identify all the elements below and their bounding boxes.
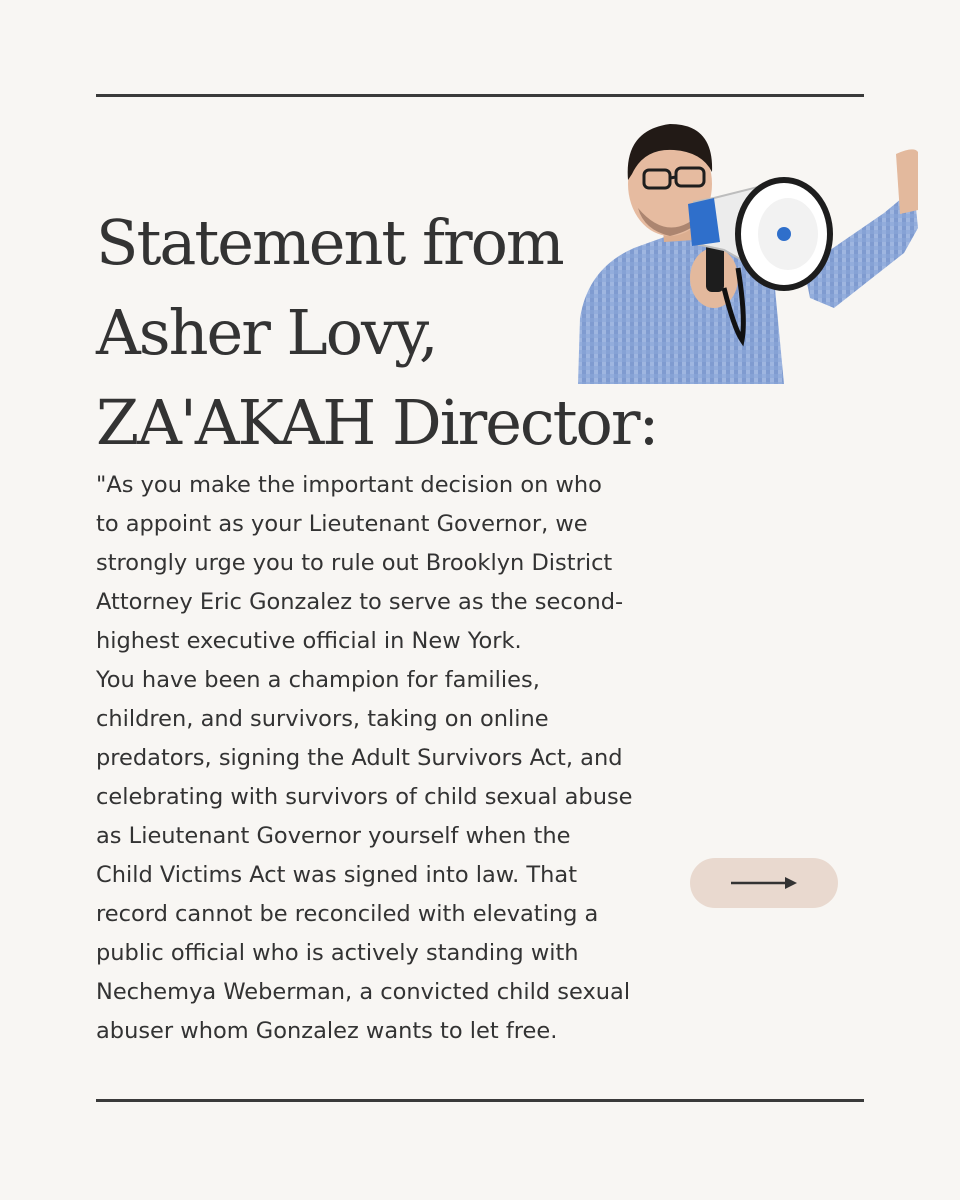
statement-text	[96, 466, 756, 1051]
statement-line: to appoint as your Lieutenant Governor, we	[96, 511, 588, 537]
statement-line: celebrating with survivors of child sexual abuse	[96, 784, 633, 810]
bottom-divider	[96, 1099, 864, 1102]
title-line-3: ZA'AKAH Director:	[96, 386, 658, 459]
statement-line: You have been a champion for families,	[96, 667, 540, 693]
statement-line: children, and survivors, taking on online	[96, 706, 549, 732]
arrow-right-icon	[729, 875, 799, 891]
statement-line: "As you make the important decision on who	[96, 472, 602, 498]
statement-line: highest executive official in New York.	[96, 628, 522, 654]
top-divider	[96, 94, 864, 97]
statement-line: record cannot be reconciled with elevating a	[96, 901, 599, 927]
statement-line: Attorney Eric Gonzalez to serve as the second-	[96, 589, 624, 615]
statement-line: strongly urge you to rule out Brooklyn District	[96, 550, 613, 576]
title-line-2: Asher Lovy,	[96, 296, 437, 369]
statement-line: public official who is actively standing with	[96, 940, 579, 966]
statement-line: Child Victims Act was signed into law. That	[96, 862, 578, 888]
statement-line: abuser whom Gonzalez wants to let free.	[96, 1018, 558, 1044]
person-with-megaphone-icon	[574, 118, 918, 384]
statement-line: predators, signing the Adult Survivors Act, and	[96, 745, 623, 771]
next-slide-button[interactable]	[690, 858, 838, 908]
statement-line: Nechemya Weberman, a convicted child sexual	[96, 979, 631, 1005]
speaker-photo	[574, 118, 918, 384]
statement-line: as Lieutenant Governor yourself when the	[96, 823, 571, 849]
page-title	[96, 198, 658, 468]
title-line-1: Statement from	[96, 206, 563, 279]
